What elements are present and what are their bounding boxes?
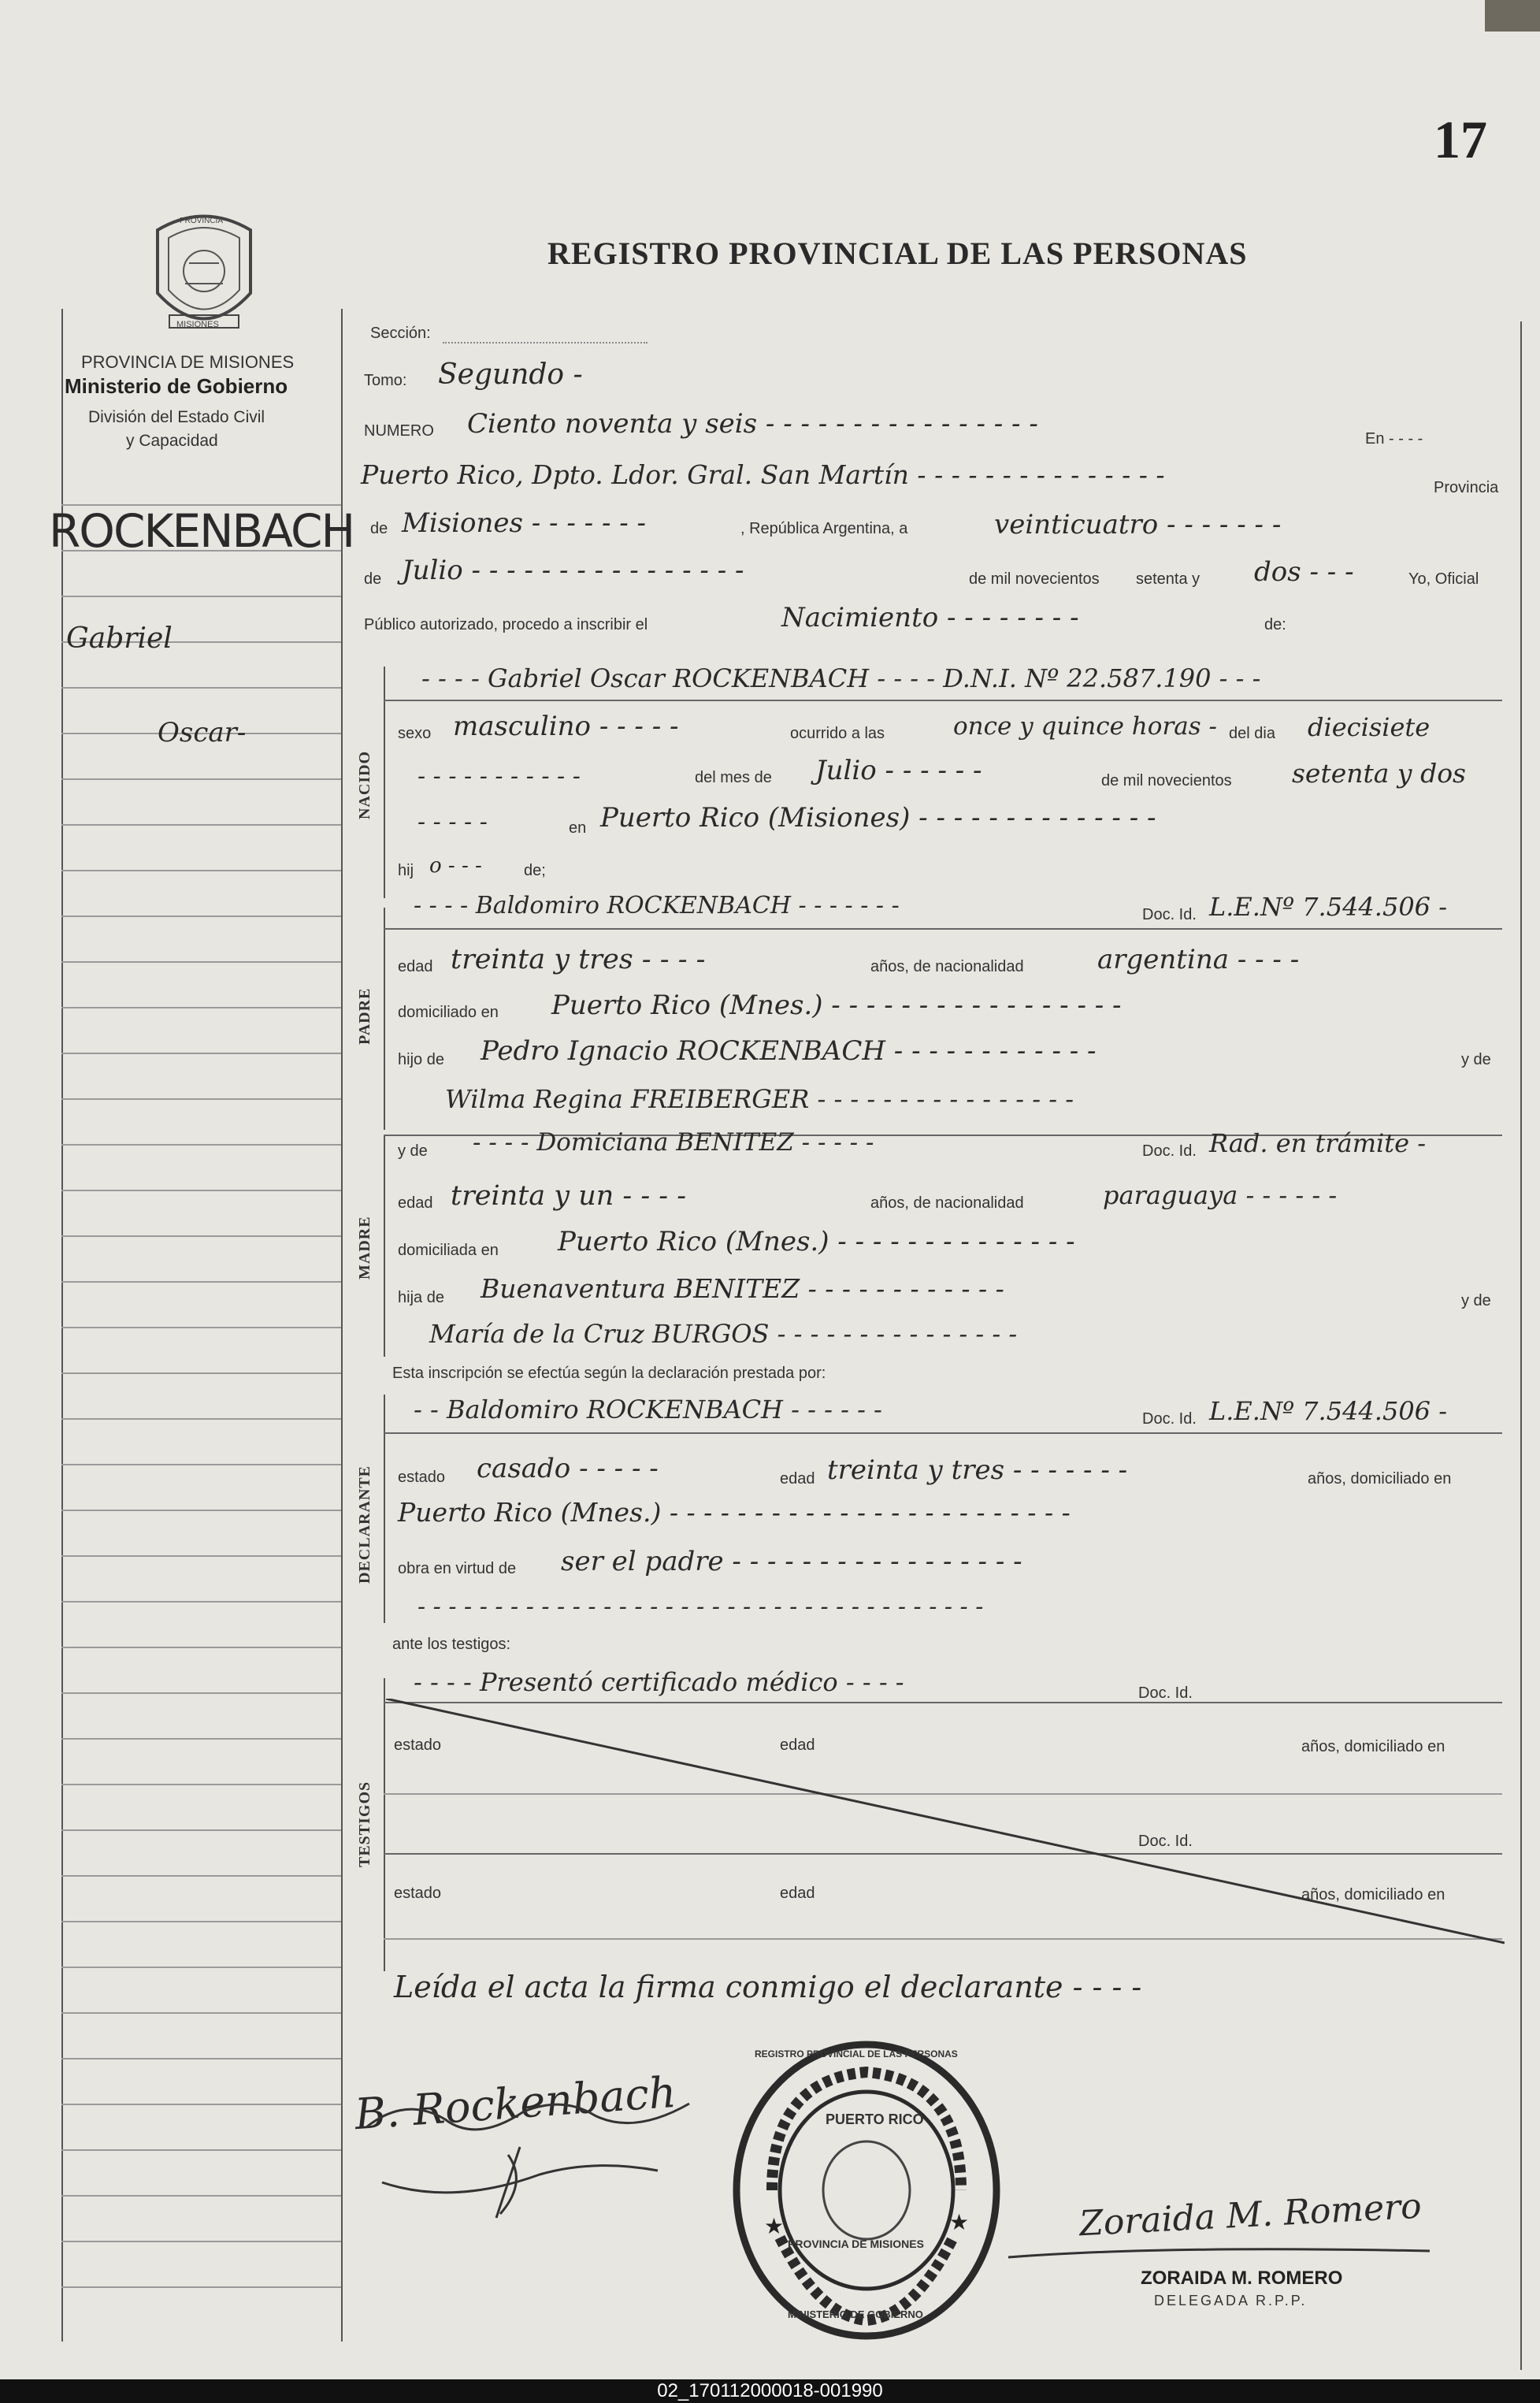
declarante-name-value: - - Baldomiro ROCKENBACH - - - - - - (414, 1395, 882, 1424)
margin-ruled-line (61, 2149, 341, 2151)
dia-value: diecisiete (1308, 712, 1431, 742)
ocurrido-label: ocurrido a las (790, 725, 885, 742)
closing-statement: Leída el acta la firma conmigo el declarante - - - - (394, 1970, 1142, 2004)
margin-ruled-line (61, 1829, 341, 1831)
day-value: veinticuatro - - - - - - - (994, 509, 1282, 540)
padre-nacionalidad-label: años, de nacionalidad (870, 958, 1024, 975)
ministry-label: Ministerio de Gobierno (65, 374, 288, 398)
margin-ruled-line (61, 1007, 341, 1008)
declarante-estado-label: estado (398, 1469, 446, 1486)
testigo2-estado-label: estado (394, 1885, 442, 1902)
declarante-doc-label: Doc. Id. (1142, 1410, 1197, 1428)
tomo-label: Tomo: (364, 372, 407, 389)
margin-left-rule (61, 309, 63, 2342)
declarante-domiciliado-label: años, domiciliado en (1308, 1470, 1452, 1487)
margin-ruled-line (61, 1967, 341, 1968)
numero-value: Ciento noventa y seis - - - - - - - - - - - - - - - - (467, 408, 1038, 440)
province-label: PROVINCIA DE MISIONES (81, 352, 295, 372)
lugar-value: Puerto Rico (Misiones) - - - - - - - - - - - - - - (600, 802, 1156, 834)
padre-name-rule (384, 928, 1502, 930)
margin-ruled-line (61, 1738, 341, 1740)
madre-name-value: - - - - Domiciana BENITEZ - - - - - (473, 1128, 874, 1157)
margin-ruled-line (61, 2058, 341, 2059)
dia-label: del dia (1229, 725, 1275, 742)
svg-text:★: ★ (949, 2209, 970, 2235)
margin-ruled-line (61, 2104, 341, 2105)
de2-label: de (364, 570, 382, 588)
declarante-edad-value: treinta y tres - - - - - - - (827, 1454, 1128, 1486)
page-number: 17 (1434, 110, 1487, 169)
place-value: Puerto Rico, Dpto. Ldor. Gral. San Martín - - - - - - - - - - - - - - - (361, 459, 1165, 490)
margin-ruled-line (61, 1875, 341, 1877)
stamp-ring-text: REGISTRO PROVINCIAL DE LAS PERSONAS (755, 2048, 958, 2059)
page-title: REGISTRO PROVINCIAL DE LAS PERSONAS (547, 236, 1248, 271)
provincia-value: Misiones - - - - - - - (402, 507, 647, 539)
padre-doc-label: Doc. Id. (1142, 906, 1197, 923)
nacido-dash-line: - - - - - - - - - - - (417, 763, 581, 790)
madre-label: MADRE (356, 1216, 373, 1279)
padre-label: PADRE (356, 987, 373, 1045)
madre-edad-label: edad (398, 1194, 433, 1212)
official-stamp-icon (725, 2033, 1008, 2348)
declarante-doc-value: L.E.Nº 7.544.506 - (1209, 1396, 1448, 1426)
margin-name-2: Oscar- (158, 717, 247, 748)
margin-right-rule (341, 309, 343, 2342)
publico-label: Público autorizado, procedo a inscribir el (364, 616, 648, 633)
padre-edad-value: treinta y tres - - - - (451, 944, 706, 975)
testigo2-edad-label: edad (780, 1885, 815, 1902)
madre-nacionalidad-value: paraguaya - - - - - - (1103, 1180, 1338, 1210)
emblem-bottom-text: MISIONES (176, 320, 219, 329)
official-name: ZORAIDA M. ROMERO (1141, 2267, 1343, 2289)
lugar-en-label: en (569, 819, 587, 837)
hora-value: once y quince horas - (953, 712, 1217, 741)
nacido-bracket (384, 667, 385, 898)
hijo-label: hij (398, 862, 414, 879)
margin-ruled-line (61, 1418, 341, 1420)
margin-ruled-line (61, 1555, 341, 1557)
testigo2-doc-label: Doc. Id. (1138, 1833, 1193, 1850)
declarante-dom-value: Puerto Rico (Mnes.) - - - - - - - - - - - - - - - - - - - - - - - - (398, 1497, 1071, 1528)
mil-label: de mil novecientos (969, 570, 1100, 588)
declarante-estado-value: casado - - - - - (477, 1453, 659, 1484)
testigo2-domiciliado-label: años, domiciliado en (1301, 1886, 1445, 1903)
anio-value: setenta y dos (1292, 758, 1466, 789)
margin-ruled-line (61, 778, 341, 780)
en-label: En - - - - (1365, 430, 1423, 448)
stamp-bottom-text: MINISTERIO DE GOBIERNO (788, 2308, 923, 2320)
stamp-inner-top: PUERTO RICO (826, 2111, 924, 2127)
madre-doc-label: Doc. Id. (1142, 1142, 1197, 1160)
padre-name-value: - - - - Baldomiro ROCKENBACH - - - - - - - (414, 892, 900, 919)
madre-yde-label: y de (398, 1142, 428, 1160)
nacido-label: NACIDO (356, 750, 373, 819)
ante-testigos-label: ante los testigos: (392, 1636, 511, 1653)
page-edge (1485, 0, 1540, 32)
margin-surname: ROCKENBACH (49, 504, 354, 558)
padre-bracket (384, 908, 385, 1130)
dos-value: dos - - - (1254, 556, 1354, 588)
margin-ruled-line (61, 2286, 341, 2288)
yo-oficial-label: Yo, Oficial (1408, 570, 1479, 588)
margin-ruled-line (61, 1510, 341, 1511)
declarante-dash-line: - - - - - - - - - - - - - - - - - - - - - - - - - - - - - - - - - - - - - (417, 1593, 984, 1621)
margin-ruled-line (61, 2241, 341, 2242)
margin-ruled-line (61, 1372, 341, 1374)
obra-value: ser el padre - - - - - - - - - - - - - - - - - (561, 1546, 1022, 1577)
declarant-signature-flourish-icon (358, 2080, 713, 2230)
testigo1-domiciliado-label: años, domiciliado en (1301, 1738, 1445, 1755)
testigos-doc-label: Doc. Id. (1138, 1684, 1193, 1702)
padre-edad-label: edad (398, 958, 433, 975)
nacido-en-dash: - - - - - (417, 808, 488, 836)
official-title: DELEGADA R.P.P. (1154, 2293, 1308, 2308)
division-label: División del Estado Civil (88, 408, 265, 426)
margin-ruled-line (61, 1464, 341, 1465)
seccion-label: Sección: (370, 325, 431, 342)
provincia-label: Provincia (1434, 479, 1499, 496)
testigo1-edad-label: edad (780, 1736, 815, 1754)
margin-ruled-line (61, 596, 341, 597)
madre-doc-value: Rad. en trámite - (1209, 1128, 1427, 1158)
margin-ruled-line (61, 2012, 341, 2014)
padre-yde-label: y de (1461, 1051, 1491, 1068)
margin-ruled-line (61, 1235, 341, 1237)
declarante-bracket (384, 1395, 385, 1623)
madre-dom-label: domiciliada en (398, 1242, 499, 1259)
de3-label: de: (1264, 616, 1286, 633)
padre-hijo-label: hijo de (398, 1051, 444, 1068)
nacido-name-rule (384, 700, 1502, 701)
margin-ruled-line (61, 1098, 341, 1100)
margin-ruled-line (61, 1053, 341, 1054)
mil-novecientos-label: de mil novecientos (1101, 772, 1232, 789)
declarante-edad-label: edad (780, 1470, 815, 1487)
sexo-label: sexo (398, 725, 432, 742)
stamp-inner-bottom: PROVINCIA DE MISIONES (788, 2238, 924, 2250)
margin-ruled-line (61, 1601, 341, 1603)
margin-name-1: Gabriel (66, 622, 173, 655)
padre-nacionalidad-value: argentina - - - - (1097, 944, 1300, 975)
page-right-rule (1520, 321, 1522, 2370)
act-value: Nacimiento - - - - - - - - (781, 602, 1079, 633)
madre-dom-value: Puerto Rico (Mnes.) - - - - - - - - - - - - - - (558, 1226, 1075, 1257)
hijo-de-label: de; (524, 862, 546, 879)
madre-edad-value: treinta y un - - - - (451, 1180, 687, 1212)
declarante-label: DECLARANTE (356, 1465, 373, 1584)
margin-ruled-line (61, 824, 341, 826)
nacido-name-value: - - - - Gabriel Oscar ROCKENBACH - - - - D.N.I. Nº 22.587.190 - - - (421, 663, 1261, 693)
svg-text:★: ★ (764, 2213, 785, 2239)
numero-label: NUMERO (364, 422, 434, 440)
padre-dom-label: domiciliado en (398, 1004, 499, 1021)
padre-hijo-value: Pedro Ignacio ROCKENBACH - - - - - - - - - - - - (481, 1035, 1097, 1067)
margin-ruled-line (61, 1144, 341, 1146)
margin-ruled-line (61, 1190, 341, 1191)
madre-abuela-value: María de la Cruz BURGOS - - - - - - - - - - - - - - - (429, 1319, 1018, 1349)
registrar-signature-underline-icon (1004, 2241, 1438, 2265)
madre-hija-value: Buenaventura BENITEZ - - - - - - - - - - - - (481, 1273, 1004, 1304)
margin-ruled-line (61, 1647, 341, 1648)
testigos-bracket (384, 1678, 385, 1971)
de-label: de (370, 520, 388, 537)
margin-ruled-line (61, 1692, 341, 1694)
declaracion-intro-label: Esta inscripción se efectúa según la declaración prestada por: (392, 1365, 826, 1382)
margin-ruled-line (61, 916, 341, 917)
declarant-signature: B. Rockenbach (353, 2067, 678, 2140)
margin-ruled-line (61, 1281, 341, 1283)
madre-yde2-label: y de (1461, 1292, 1491, 1309)
margin-ruled-line (61, 687, 341, 689)
padre-doc-value: L.E.Nº 7.544.506 - (1209, 892, 1448, 922)
margin-ruled-line (61, 1327, 341, 1328)
registrar-signature: Zoraida M. Romero (1078, 2186, 1423, 2245)
capacity-label: y Capacidad (126, 432, 218, 450)
footer-id: 02_170112000018-001990 (0, 2379, 1540, 2403)
month-value: Julio - - - - - - - - - - - - - - - - (402, 555, 744, 586)
padre-dom-value: Puerto Rico (Mnes.) - - - - - - - - - - - - - - - - - (551, 990, 1122, 1021)
margin-ruled-line (61, 2195, 341, 2197)
margin-ruled-line (61, 870, 341, 871)
republica-label: , República Argentina, a (740, 520, 908, 537)
margin-ruled-line (61, 1921, 341, 1922)
coat-of-arms-icon (142, 206, 266, 339)
tomo-value: Segundo - (438, 358, 583, 391)
mes-value: Julio - - - - - - (815, 755, 982, 786)
year-value: setenta y (1136, 570, 1200, 588)
sexo-value: masculino - - - - - (453, 711, 679, 742)
testigos-label: TESTIGOS (356, 1781, 373, 1867)
testigo1-estado-label: estado (394, 1736, 442, 1754)
madre-bracket (384, 1135, 385, 1357)
margin-ruled-line (61, 1784, 341, 1785)
seccion-line (443, 342, 648, 344)
mes-label: del mes de (695, 769, 772, 786)
testigos-cancel-line (386, 1699, 1505, 1951)
obra-label: obra en virtud de (398, 1560, 517, 1577)
emblem-top-text: PROVINCIA (180, 217, 224, 225)
margin-ruled-line (61, 961, 341, 963)
padre-madre-value: Wilma Regina FREIBERGER - - - - - - - - - - - - - - - - (445, 1084, 1074, 1114)
madre-nacionalidad-label: años, de nacionalidad (870, 1194, 1024, 1212)
testigos-row1-value: - - - - Presentó certificado médico - - - - (414, 1667, 904, 1697)
hijo-value: o - - - (429, 854, 482, 878)
madre-hija-label: hija de (398, 1289, 444, 1306)
declarante-name-rule (384, 1432, 1502, 1434)
